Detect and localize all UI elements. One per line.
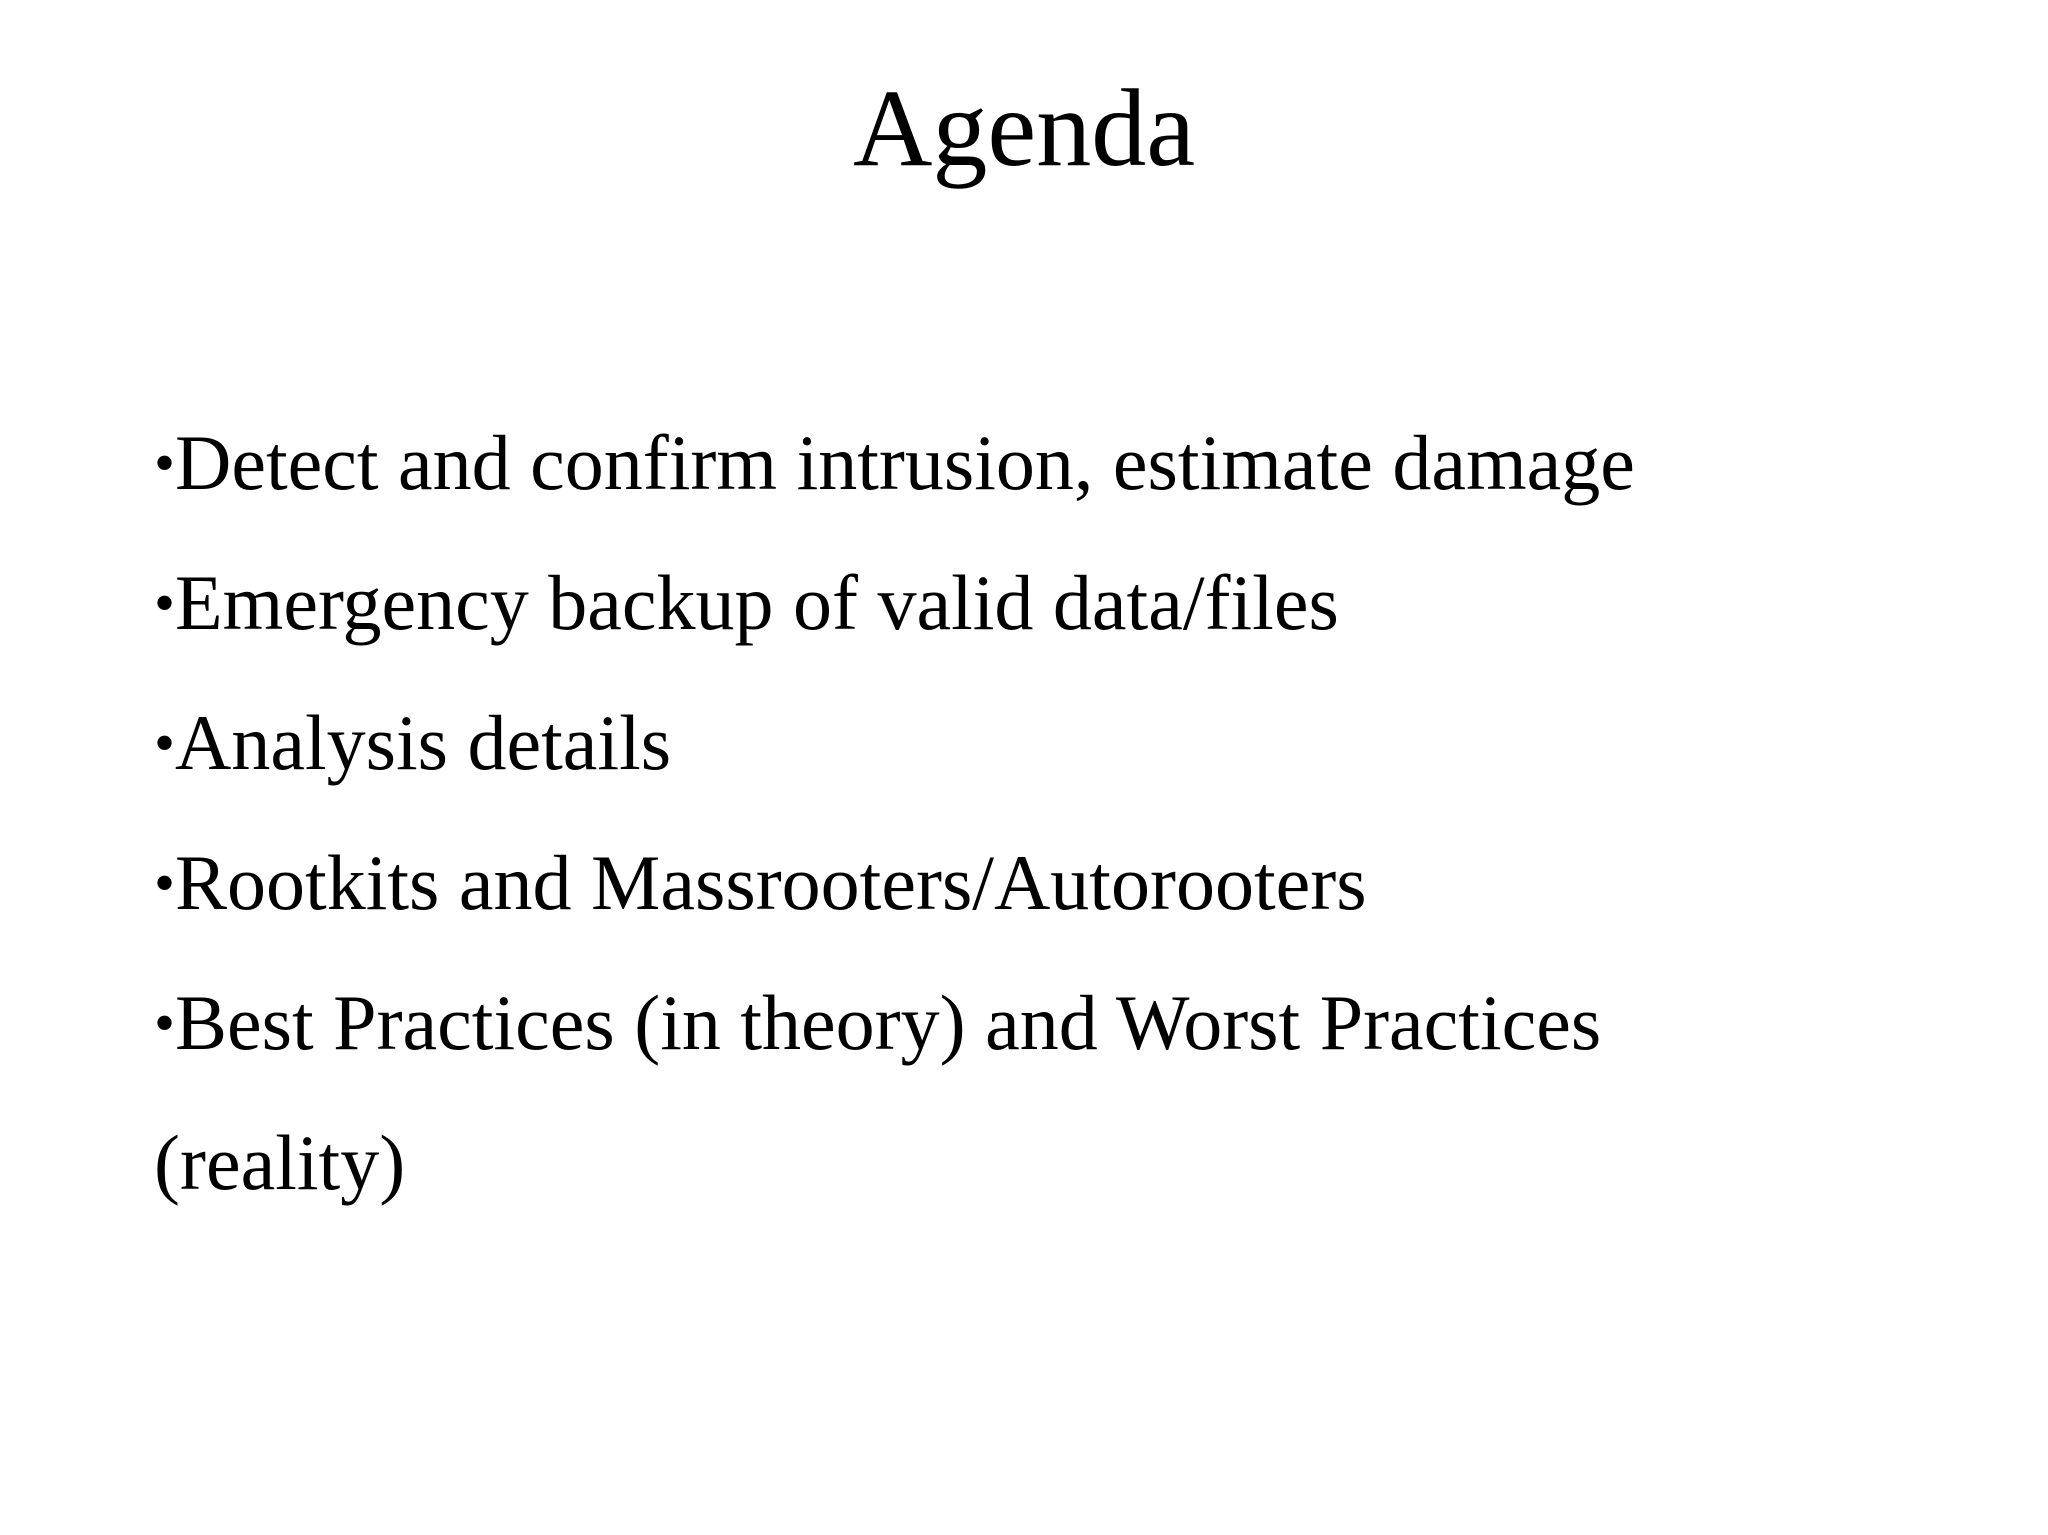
agenda-item: [154, 393, 1794, 533]
agenda-item: [154, 813, 1794, 953]
bullet-icon: •: [154, 570, 176, 636]
bullet-icon: •: [154, 990, 176, 1056]
agenda-item-text: Rootkits and Massrooters/Autorooters: [175, 839, 1367, 926]
bullet-icon: •: [154, 850, 176, 916]
agenda-item: [154, 673, 1794, 813]
slide-title: Agenda: [852, 67, 1196, 189]
agenda-item-text: Emergency backup of valid data/files: [175, 559, 1339, 646]
agenda-list: [154, 393, 1794, 1233]
agenda-item-text: Detect and confirm intrusion, estimate damage: [175, 419, 1635, 506]
agenda-item-text: Analysis details: [175, 699, 672, 786]
bullet-icon: •: [154, 710, 176, 776]
agenda-item: [154, 953, 1794, 1233]
agenda-item-text: Best Practices (in theory) and Worst Practices (reality): [154, 979, 1602, 1206]
agenda-item: [154, 533, 1794, 673]
bullet-icon: •: [154, 430, 176, 496]
